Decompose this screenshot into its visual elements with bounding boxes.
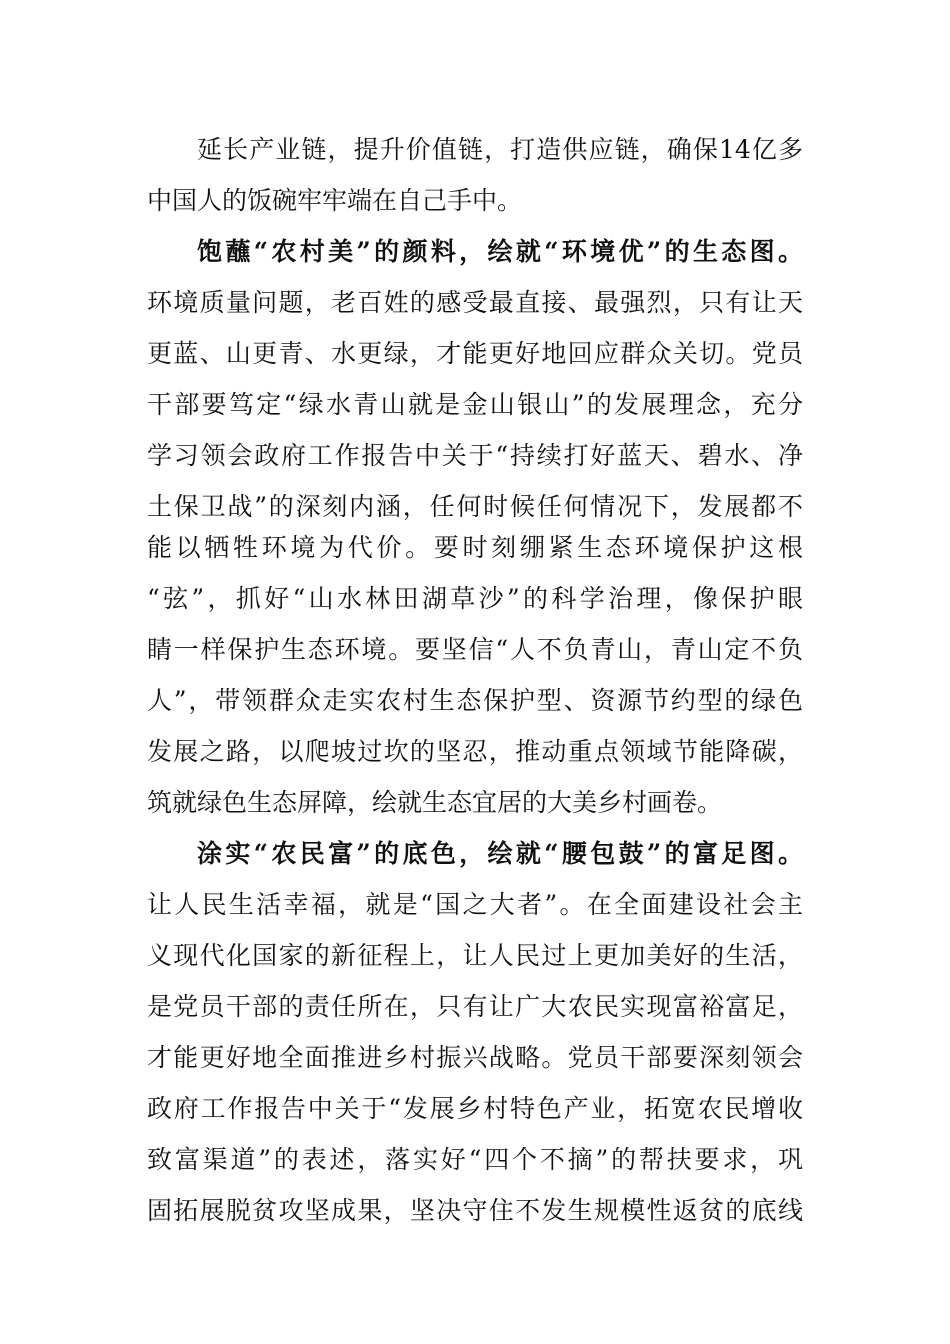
body-text-line: 中国人的饭碗牢牢端在自己手中。 [147,186,523,215]
body-text-line: 更蓝、山更青、水更绿，才能更好地回应群众关切。党员 [147,339,803,368]
body-text-line: 学习领会政府工作报告中关于“持续打好蓝天、碧水、净 [147,441,803,470]
body-text-line: “弦”，抓好“山水林田湖草沙”的科学治理，像保护眼 [147,584,803,613]
body-text-line: 致富渠道”的表述，落实好“四个不摘”的帮扶要求，巩 [147,1145,803,1174]
body-text-line: 人”，带领群众走实农村生态保护型、资源节约型的绿色 [147,686,803,715]
body-text-line: 干部要笃定“绿水青山就是金山银山”的发展理念，充分 [147,390,803,419]
section-heading-income: 涂实“农民富”的底色，绘就“腰包鼓”的富足图。 [197,839,803,868]
body-text-line: 是党员干部的责任所在，只有让广大农民实现富裕富足， [147,992,803,1021]
body-text-line: 能以牺牲环境为代价。要时刻绷紧生态环境保护这根 [147,533,803,562]
body-text-line: 发展之路，以爬坡过坎的坚忍，推动重点领域节能降碳， [147,737,803,766]
body-text-line: 义现代化国家的新征程上，让人民过上更加美好的生活， [147,941,803,970]
body-text-line: 让人民生活幸福，就是“国之大者”。在全面建设社会主 [147,890,803,919]
body-text-line: 土保卫战”的深刻内涵，任何时候任何情况下，发展都不 [147,492,803,521]
body-text-line: 筑就绿色生态屏障，绘就生态宜居的大美乡村画卷。 [147,788,723,817]
body-text-line: 环境质量问题，老百姓的感受最直接、最强烈，只有让天 [147,288,803,317]
body-text-line: 政府工作报告中关于“发展乡村特色产业，拓宽农民增收 [147,1094,803,1123]
body-text-line: 固拓展脱贫攻坚成果，坚决守住不发生规模性返贫的底线 [147,1196,803,1225]
body-text-line: 睛一样保护生态环境。要坚信“人不负青山，青山定不负 [147,635,803,664]
body-text-line: 延长产业链，提升价值链，打造供应链，确保14亿多 [197,135,803,164]
body-text-line: 才能更好地全面推进乡村振兴战略。党员干部要深刻领会 [147,1043,803,1072]
section-heading-environment: 饱蘸“农村美”的颜料，绘就“环境优”的生态图。 [197,237,803,266]
